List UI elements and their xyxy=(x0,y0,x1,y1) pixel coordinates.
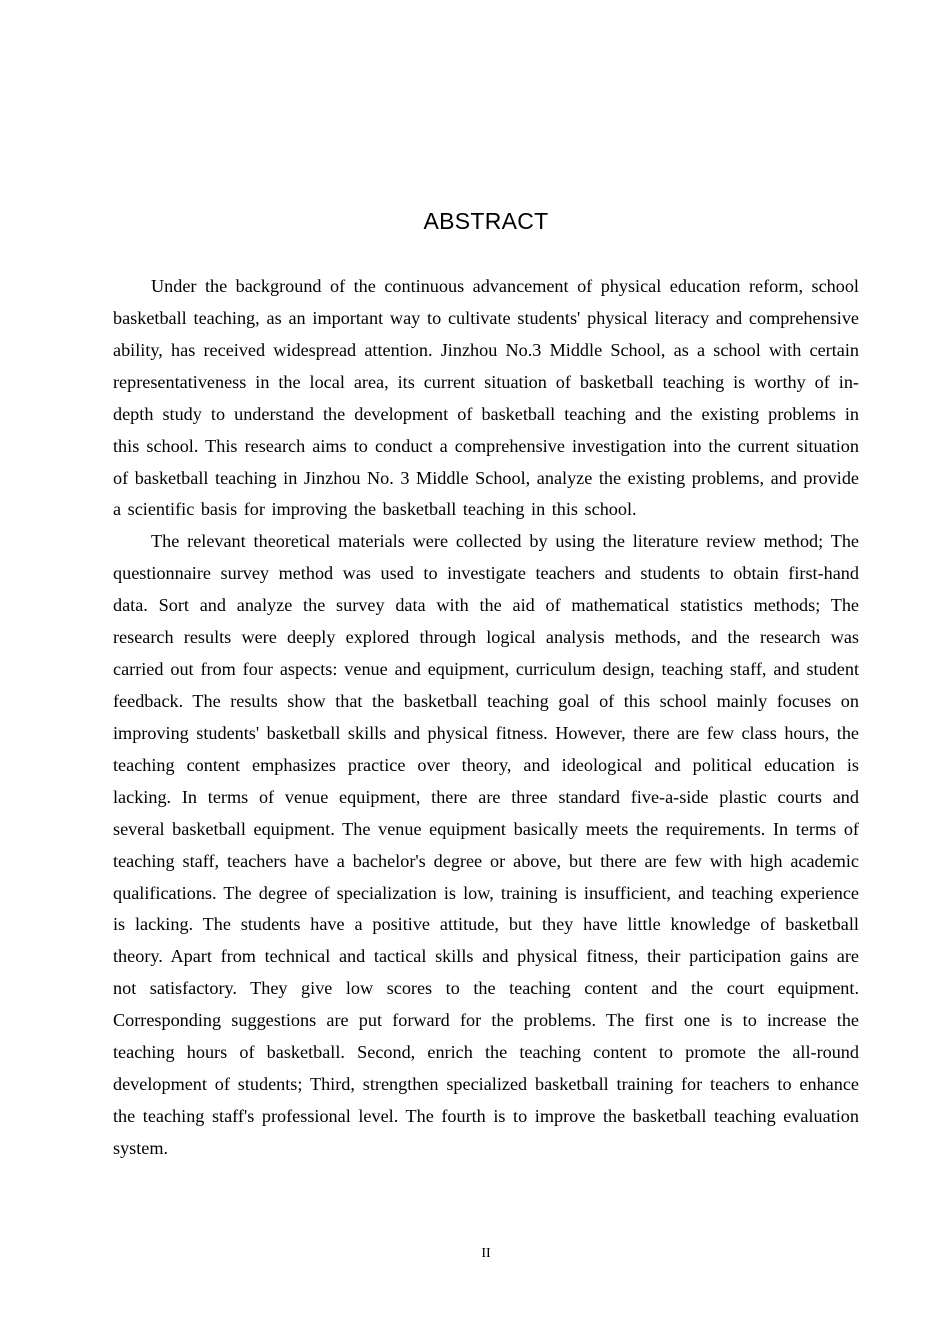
abstract-paragraph-2: The relevant theoretical materials were collected by using the literature review method; The questionnaire survey method was used to investigate teachers and students to obtain first-hand data. Sort and analyze the survey data with the aid of mathematical statistics methods; The research results were deeply explored through logical analysis methods, and the research was carried out from four aspects: venue and equipment, curriculum design, teaching staff, and student feedback. The results show that the basketball teaching goal of this school mainly focuses on improving students' basketball skills and physical fitness. However, there are few class hours, the teaching content emphasizes practice over theory, and ideological and political education is lacking. In terms of venue equipment, there are three standard five-a-side plastic courts and several basketball equipment. The venue equipment basically meets the requirements. In terms of teaching staff, teachers have a bachelor's degree or above, but there are few with high academic qualifications. The degree of specialization is low, training is insufficient, and teaching experience is lacking. The students have a positive attitude, but they have little knowledge of basketball theory. Apart from technical and tactical skills and physical fitness, their participation gains are not satisfactory. They give low scores to the teaching content and the court equipment. Corresponding suggestions are put forward for the problems. The first one is to increase the teaching hours of basketball. Second, enrich the teaching content to promote the all-round development of students; Third, strengthen specialized basketball training for teachers to enhance the teaching staff's professional level. The fourth is to improve the basketball teaching evaluation system. xyxy=(113,531,859,1158)
abstract-body xyxy=(113,271,859,1165)
abstract-paragraph-1: Under the background of the continuous advancement of physical education reform, school basketball teaching, as an important way to cultivate students' physical literacy and comprehensive ability, has received widespread attention. Jinzhou No.3 Middle School, as a school with certain representativeness in the local area, its current situation of basketball teaching is worthy of in-depth study to understand the development of basketball teaching and the existing problems in this school. This research aims to conduct a comprehensive investigation into the current situation of basketball teaching in Jinzhou No. 3 Middle School, analyze the existing problems, and provide a scientific basis for improving the basketball teaching in this school. xyxy=(113,276,859,520)
page-number: II xyxy=(481,1246,491,1261)
abstract-title: ABSTRACT xyxy=(423,208,549,234)
